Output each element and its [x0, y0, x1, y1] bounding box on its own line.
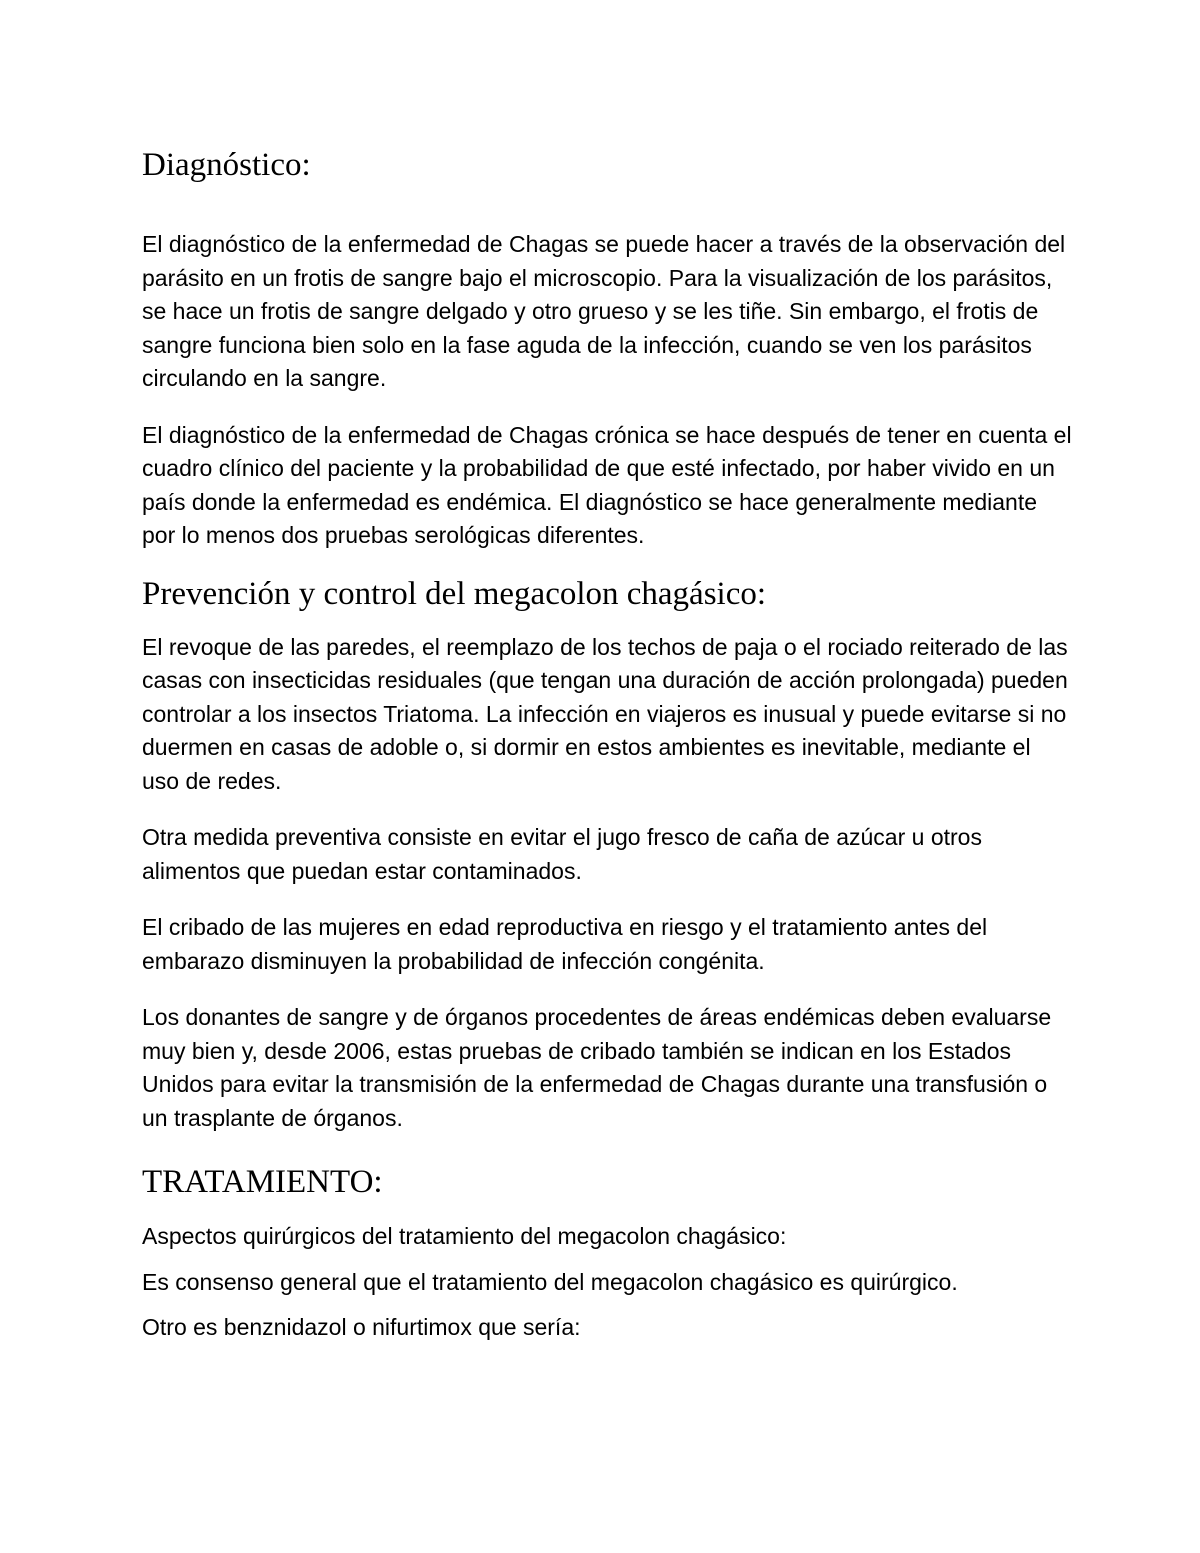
section-heading-prevencion: Prevención y control del megacolon chagásico:: [142, 575, 767, 612]
section-heading-tratamiento: TRATAMIENTO:: [142, 1164, 383, 1200]
paragraph-prevencion-4: Los donantes de sangre y de órganos procedentes de áreas endémicas deben evaluarse muy bien y, desde 2006, estas pruebas de cribado también se indican en los Estados Unidos para evitar la transmisión de la enfermedad de Chagas durante una transfusión o un trasplante de órganos.: [142, 1004, 1052, 1131]
paragraph-diagnostico-1: El diagnóstico de la enfermedad de Chagas se puede hacer a través de la observación del parásito en un frotis de sangre bajo el microscopio. Para la visualización de los parásitos, se hace un frotis de sangre delgado y otro grueso y se les tiñe. Sin embargo, el frotis de sangre funciona bien solo en la fase aguda de la infección, cuando se ven los parásitos circulando en la sangre.: [142, 231, 1066, 391]
paragraph-diagnostico-2: El diagnóstico de la enfermedad de Chagas crónica se hace después de tener en cuenta el cuadro clínico del paciente y la probabilidad de que esté infectado, por haber vivido en un país donde la enfermedad es endémica. El diagnóstico se hace generalmente mediante por lo menos dos pruebas serológicas diferentes.: [142, 421, 1072, 548]
paragraph-prevencion-3: El cribado de las mujeres en edad reproductiva en riesgo y el tratamiento antes del embarazo disminuyen la probabilidad de infección congénita.: [142, 914, 988, 974]
paragraph-tratamiento-3: Otro es benznidazol o nifurtimox que sería:: [142, 1314, 581, 1340]
paragraph-tratamiento-2: Es consenso general que el tratamiento del megacolon chagásico es quirúrgico.: [142, 1268, 958, 1295]
paragraph-prevencion-1: El revoque de las paredes, el reemplazo de los techos de paja o el rociado reiterado de las casas con insecticidas residuales (que tengan una duración de acción prolongada) pueden controlar a los insectos Triatoma. La infección en viajeros es inusual y puede evitarse si no duermen en casas de adoble o, si dormir en estos ambientes es inevitable, mediante el uso de redes.: [142, 633, 1068, 794]
paragraph-prevencion-2: Otra medida preventiva consiste en evitar el jugo fresco de caña de azúcar u otros alimentos que puedan estar contaminados.: [142, 824, 982, 884]
document-body: [142, 140, 1072, 1345]
paragraph-tratamiento-1: Aspectos quirúrgicos del tratamiento del megacolon chagásico:: [142, 1223, 787, 1249]
section-heading-diagnostico: Diagnóstico:: [142, 147, 311, 183]
